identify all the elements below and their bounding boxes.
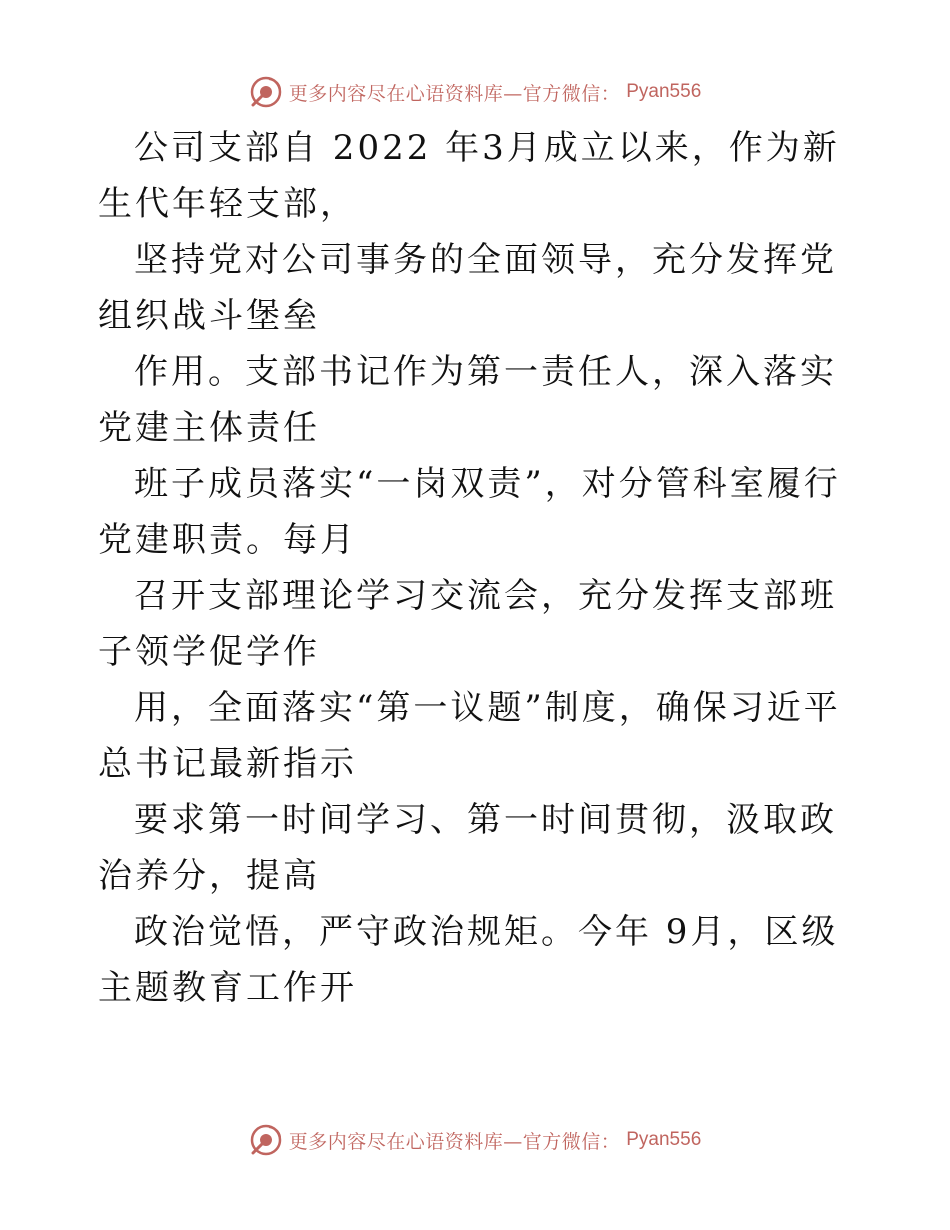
quill-pen-logo-icon: [249, 1123, 283, 1157]
watermark-header: [0, 72, 950, 112]
watermark-wechat-id: Pyan556: [626, 81, 702, 102]
paragraph: 用，全面落实“第一议题”制度，确保习近平总书记最新指示: [98, 688, 841, 784]
paragraph: 班子成员落实“一岗双责”，对分管科室履行党建职责。每月: [98, 464, 841, 560]
watermark-text: 更多内容尽在心语资料库—官方微信：: [288, 1130, 621, 1153]
paragraph: 政治觉悟，严守政治规矩。今年 9月，区级主题教育工作开: [98, 912, 839, 1008]
paragraph: 召开支部理论学习交流会，充分发挥支部班子领学促学作: [98, 576, 837, 672]
paragraph: 坚持党对公司事务的全面领导，充分发挥党组织战斗堡垒: [98, 240, 837, 336]
watermark-footer: [0, 1120, 950, 1160]
watermark-text: 更多内容尽在心语资料库—官方微信：: [288, 82, 621, 105]
paragraph: 要求第一时间学习、第一时间贯彻，汲取政治养分，提高: [98, 800, 837, 896]
watermark-wechat-id: Pyan556: [626, 1129, 702, 1150]
document-body: [98, 120, 858, 1016]
quill-pen-logo-icon: [249, 75, 283, 109]
paragraph: 作用。支部书记作为第一责任人，深入落实党建主体责任: [98, 352, 837, 448]
paragraph: 公司支部自 2022 年3月成立以来，作为新生代年轻支部，: [98, 128, 840, 224]
